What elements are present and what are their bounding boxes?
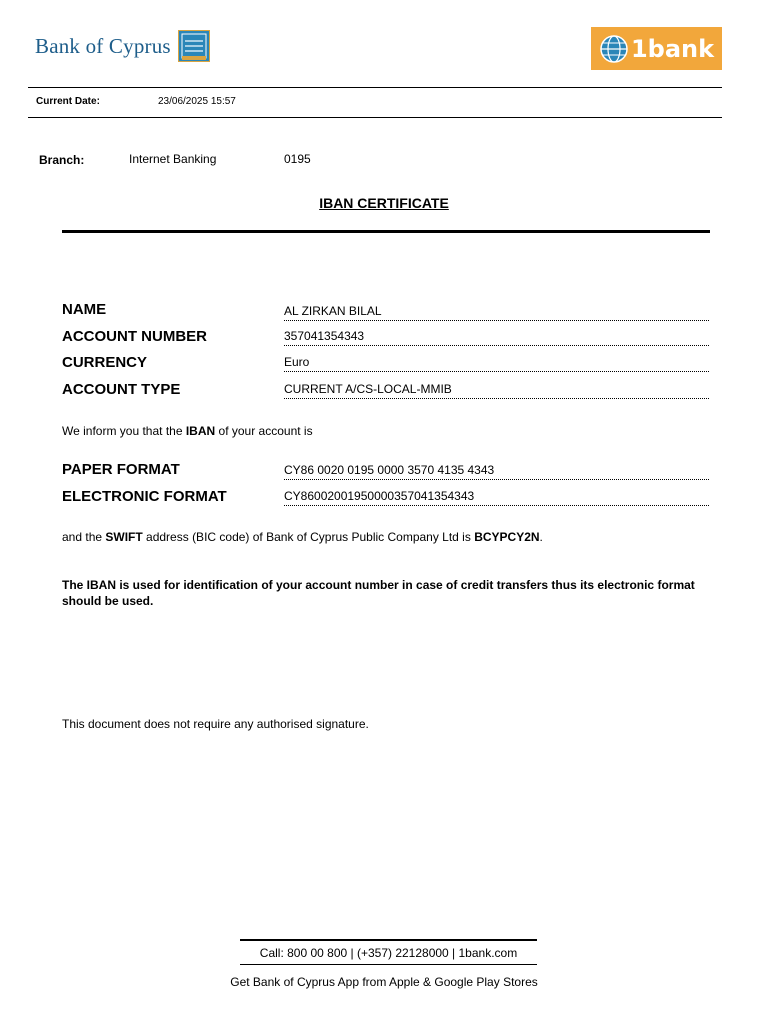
name-label: NAME xyxy=(62,301,107,318)
paper-format-value: CY86 0020 0195 0000 3570 4135 4343 xyxy=(284,463,709,480)
title-rule xyxy=(62,230,710,233)
iban-intro-prefix: We inform you that the xyxy=(62,424,186,438)
bank-emblem-icon xyxy=(178,30,210,62)
iban-intro-text xyxy=(62,424,313,438)
onebank-wordmark: 1bank xyxy=(630,34,715,63)
account-type-label: ACCOUNT TYPE xyxy=(62,381,181,398)
account-number-value: 357041354343 xyxy=(284,329,709,346)
footer-contact: Call: 800 00 800 | (+357) 22128000 | 1bank.com xyxy=(240,939,537,965)
currency-value: Euro xyxy=(284,355,709,372)
iban-usage-note: The IBAN is used for identification of your account number in case of credit transfers thus its electronic format should be used. xyxy=(62,578,695,608)
account-type-value: CURRENT A/CS-LOCAL-MMIB xyxy=(284,382,709,399)
branch-name: Internet Banking xyxy=(129,152,217,166)
page-title: IBAN CERTIFICATE xyxy=(319,195,449,211)
electronic-format-value: CY86002001950000357041354343 xyxy=(284,489,709,506)
name-value: AL ZIRKAN BILAL xyxy=(284,304,709,321)
divider-top xyxy=(28,87,722,88)
bank-name: Bank of Cyprus xyxy=(35,33,171,58)
branch-code: 0195 xyxy=(284,152,311,166)
divider-date xyxy=(28,117,722,118)
onebank-logo xyxy=(591,27,722,70)
footer-app-note: Get Bank of Cyprus App from Apple & Google Play Stores xyxy=(230,975,538,989)
paper-format-label: PAPER FORMAT xyxy=(62,461,180,478)
branch-label: Branch: xyxy=(39,153,85,167)
bic-code: BCYPCY2N xyxy=(474,530,540,544)
globe-icon xyxy=(599,34,629,64)
current-date-value: 23/06/2025 15:57 xyxy=(158,96,236,107)
bank-of-cyprus-logo xyxy=(35,30,210,62)
swift-suffix: . xyxy=(539,530,543,544)
current-date-label: Current Date: xyxy=(36,96,100,107)
electronic-format-label: ELECTRONIC FORMAT xyxy=(62,488,227,505)
signature-note: This document does not require any authorised signature. xyxy=(62,717,369,731)
swift-prefix: and the xyxy=(62,530,106,544)
swift-label: SWIFT xyxy=(105,530,143,544)
iban-intro-suffix: of your account is xyxy=(215,424,313,438)
swift-text xyxy=(62,530,543,544)
account-number-label: ACCOUNT NUMBER xyxy=(62,328,207,345)
swift-middle: address (BIC code) of Bank of Cyprus Public Company Ltd is xyxy=(142,530,475,544)
iban-intro-strong: IBAN xyxy=(185,424,216,438)
currency-label: CURRENCY xyxy=(62,354,148,371)
